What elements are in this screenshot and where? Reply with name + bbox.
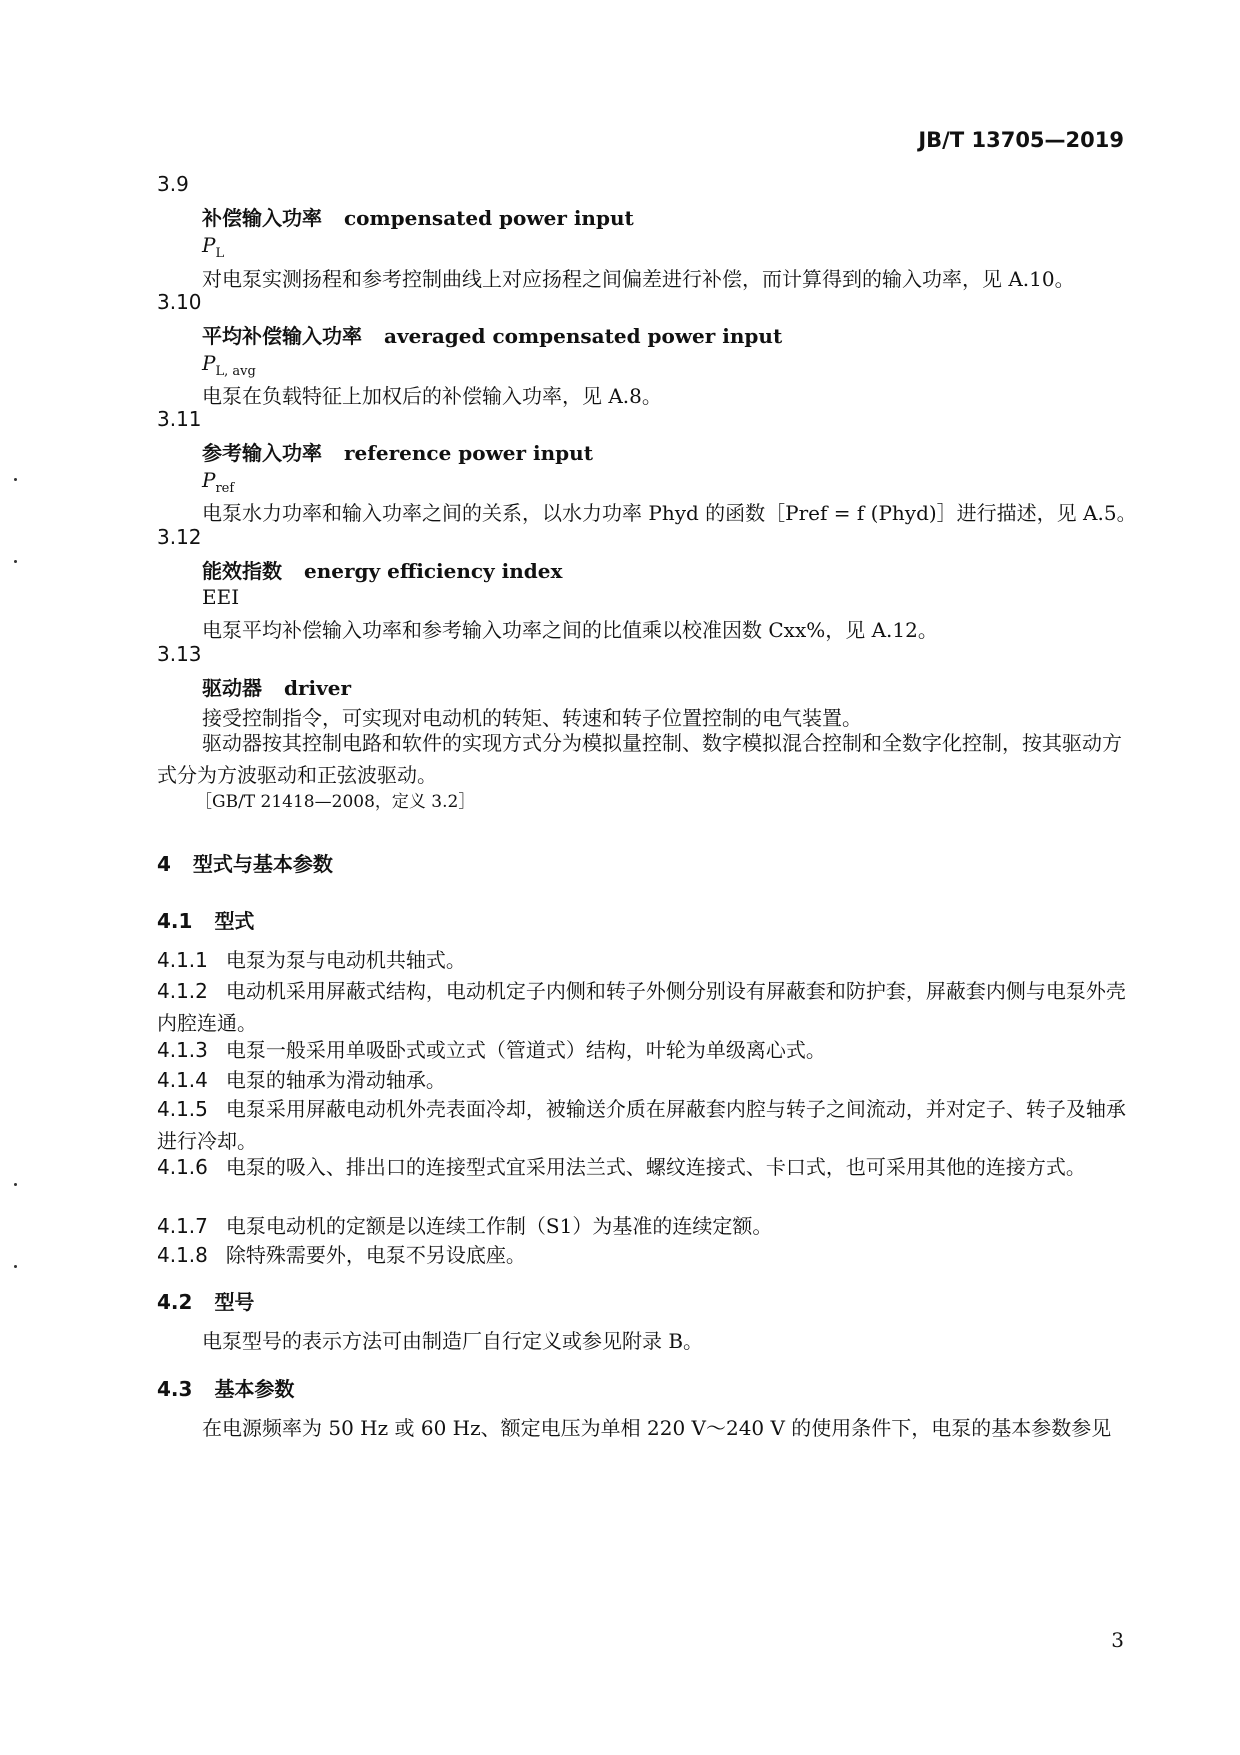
clause: 4.1.8 除特殊需要外，电泵不另设底座。 xyxy=(157,1243,526,1267)
term-title: 驱动器 driver xyxy=(202,676,352,700)
term-number: 3.12 xyxy=(157,525,202,549)
model-text: 电泵型号的表示方法可由制造厂自行定义或参见附录 B。 xyxy=(202,1329,704,1353)
scan-artifact xyxy=(14,478,17,481)
clause: 4.1.2 电动机采用屏蔽式结构，电动机定子内侧和转子外侧分别设有屏蔽套和防护套，屏蔽套内侧与电泵外壳内腔连通。 xyxy=(157,979,1126,1035)
term-symbol: $P_L$ xyxy=(202,233,225,261)
term-number: 3.9 xyxy=(157,172,189,196)
term-symbol: $P_{ref}$ xyxy=(202,468,235,496)
scan-artifact xyxy=(14,560,17,563)
term-symbol: EEI xyxy=(202,585,240,609)
driver-reference: ［GB/T 21418—2008，定义 3.2］ xyxy=(195,792,476,812)
term-definition: 接受控制指令，可实现对电动机的转矩、转速和转子位置控制的电气装置。 xyxy=(202,706,862,730)
term-definition: 电泵平均补偿输入功率和参考输入功率之间的比值乘以校准因数 Cxx%，见 A.12。 xyxy=(202,618,938,642)
standard-code-header: JB/T 13705—2019 xyxy=(918,128,1124,152)
subsection-heading: 4.2 型号 xyxy=(157,1290,255,1314)
clause: 4.1.3 电泵一般采用单吸卧式或立式（管道式）结构，叶轮为单级离心式。 xyxy=(157,1038,826,1062)
term-number: 3.10 xyxy=(157,290,202,314)
subsection-heading: 4.1 型式 xyxy=(157,909,255,933)
driver-note: 驱动器按其控制电路和软件的实现方式分为模拟量控制、数字模拟混合控制和全数字化控制，按其驱动方式分为方波驱动和正弦波驱动。 xyxy=(157,731,1122,787)
term-definition: 电泵水力功率和输入功率之间的关系，以水力功率 Phyd 的函数［Pref = f (Phyd)］进行描述，见 A.5。 xyxy=(202,501,1137,525)
subsection-heading: 4.3 基本参数 xyxy=(157,1377,295,1401)
clause: 4.1.6 电泵的吸入、排出口的连接型式宜采用法兰式、螺纹连接式、卡口式，也可采用其他的连接方式。 xyxy=(157,1155,1086,1179)
clause: 4.1.7 电泵电动机的定额是以连续工作制（S1）为基准的连续定额。 xyxy=(157,1214,773,1238)
term-number: 3.11 xyxy=(157,407,202,431)
page-number: 3 xyxy=(1111,1628,1124,1652)
term-title: 能效指数 energy efficiency index xyxy=(202,559,563,583)
scan-artifact xyxy=(14,1265,17,1268)
basic-parameters-text: 在电源频率为 50 Hz 或 60 Hz、额定电压为单相 220 V～240 V 的使用条件下，电泵的基本参数参见 xyxy=(202,1416,1112,1440)
scan-artifact xyxy=(14,1183,17,1186)
term-symbol: $P_{L, avg}$ xyxy=(202,351,256,379)
clause: 4.1.5 电泵采用屏蔽电动机外壳表面冷却，被输送介质在屏蔽套内腔与转子之间流动，并对定子、转子及轴承进行冷却。 xyxy=(157,1097,1126,1153)
clause: 4.1.4 电泵的轴承为滑动轴承。 xyxy=(157,1068,446,1092)
term-title: 补偿输入功率 compensated power input xyxy=(202,206,634,230)
term-definition: 对电泵实测扬程和参考控制曲线上对应扬程之间偏差进行补偿，而计算得到的输入功率，见 A.10。 xyxy=(202,267,1075,291)
clause: 4.1.1 电泵为泵与电动机共轴式。 xyxy=(157,948,466,972)
term-title: 平均补偿输入功率 averaged compensated power input xyxy=(202,324,783,348)
term-title: 参考输入功率 reference power input xyxy=(202,441,593,465)
section-heading: 4 型式与基本参数 xyxy=(157,852,333,876)
term-number: 3.13 xyxy=(157,642,202,666)
term-definition: 电泵在负载特征上加权后的补偿输入功率，见 A.8。 xyxy=(202,384,662,408)
